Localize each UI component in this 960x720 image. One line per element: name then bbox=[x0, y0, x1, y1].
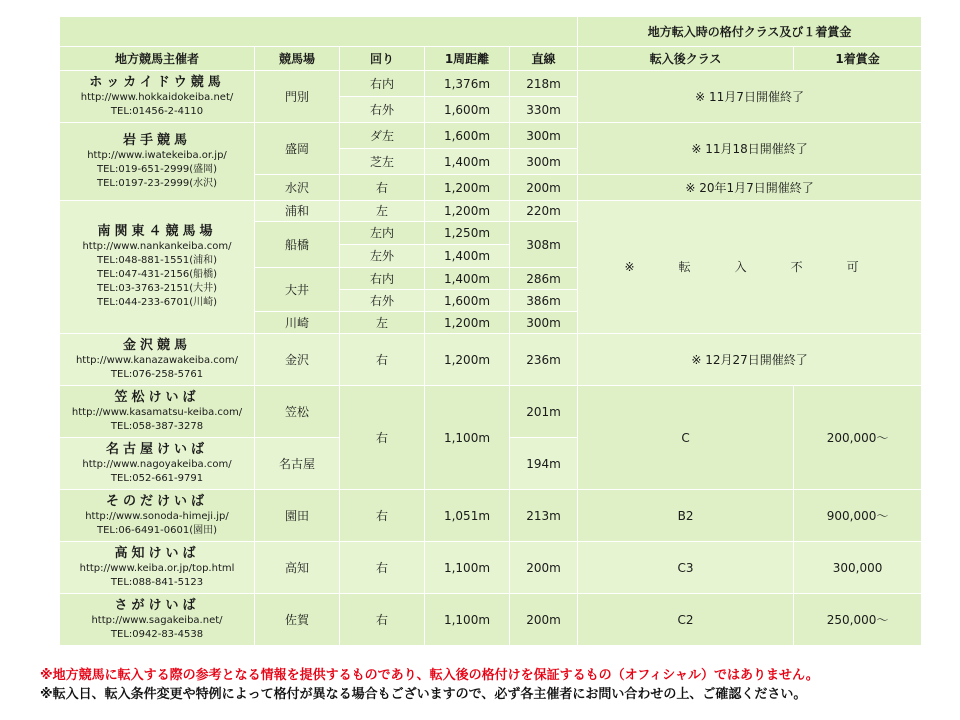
direction-cell: 右外 bbox=[340, 97, 425, 123]
organizer-tel: TEL:048-881-1551(浦和) bbox=[96, 255, 217, 266]
distance-cell: 1,200m bbox=[425, 312, 510, 334]
footnotes bbox=[40, 666, 940, 704]
organizer-tel: TEL:06-6491-0601(園田) bbox=[96, 524, 217, 536]
distance-cell: 1,400m bbox=[425, 245, 510, 268]
organizer-name: 高知けいば bbox=[114, 545, 200, 561]
straight-cell: 200m bbox=[510, 542, 578, 594]
track-saga: 佐賀 bbox=[255, 594, 340, 646]
organizer-kochi bbox=[60, 542, 255, 594]
distance-cell: 1,376m bbox=[425, 71, 510, 97]
straight-cell: 220m bbox=[510, 201, 578, 222]
status-morioka: ※ 11月18日開催終了 bbox=[578, 123, 922, 175]
class-tokai: C bbox=[578, 386, 794, 490]
status-monbetsu: ※ 11月7日開催終了 bbox=[578, 71, 922, 123]
organizer-tel: TEL:044-233-6701(川崎) bbox=[96, 297, 217, 308]
prize-tokai: 200,000～ bbox=[794, 386, 922, 490]
direction-cell: ダ左 bbox=[340, 123, 425, 149]
organizer-name: 岩手競馬 bbox=[122, 132, 191, 148]
straight-cell: 200m bbox=[510, 175, 578, 201]
direction-cell: 右 bbox=[340, 490, 425, 542]
track-monbetsu: 門別 bbox=[255, 71, 340, 123]
track-nagoya: 名古屋 bbox=[255, 438, 340, 490]
straight-cell: 330m bbox=[510, 97, 578, 123]
distance-cell: 1,100m bbox=[425, 542, 510, 594]
organizer-url: http://www.nagoyakeiba.com/ bbox=[82, 458, 232, 470]
keiba-transfer-table bbox=[59, 16, 922, 646]
direction-cell: 右内 bbox=[340, 268, 425, 290]
organizer-minami-kanto bbox=[60, 201, 255, 334]
header-blank bbox=[60, 17, 578, 47]
organizer-url: http://www.iwatekeiba.or.jp/ bbox=[87, 149, 227, 161]
track-oi: 大井 bbox=[255, 268, 340, 312]
direction-cell: 右 bbox=[340, 175, 425, 201]
track-kawasaki: 川崎 bbox=[255, 312, 340, 334]
organizer-tel: TEL:058-387-3278 bbox=[110, 420, 204, 432]
organizer-iwate bbox=[60, 123, 255, 201]
header-track: 競馬場 bbox=[255, 47, 340, 71]
header-distance: 1周距離 bbox=[425, 47, 510, 71]
organizer-url: http://www.sagakeiba.net/ bbox=[91, 614, 223, 626]
direction-cell: 右 bbox=[340, 542, 425, 594]
organizer-name: さがけいば bbox=[114, 597, 200, 613]
prize-sonoda: 900,000～ bbox=[794, 490, 922, 542]
track-morioka: 盛岡 bbox=[255, 123, 340, 175]
status-mizusawa: ※ 20年1月7日開催終了 bbox=[578, 175, 922, 201]
straight-cell: 300m bbox=[510, 123, 578, 149]
straight-cell: 213m bbox=[510, 490, 578, 542]
track-urawa: 浦和 bbox=[255, 201, 340, 222]
distance-cell: 1,051m bbox=[425, 490, 510, 542]
distance-cell: 1,100m bbox=[425, 594, 510, 646]
organizer-kasamatsu bbox=[60, 386, 255, 438]
header-direction: 回り bbox=[340, 47, 425, 71]
distance-cell: 1,200m bbox=[425, 334, 510, 386]
straight-cell: 194m bbox=[510, 438, 578, 490]
distance-cell: 1,200m bbox=[425, 175, 510, 201]
organizer-saga bbox=[60, 594, 255, 646]
organizer-name: ホッカイドウ競馬 bbox=[89, 74, 225, 90]
organizer-nagoya bbox=[60, 438, 255, 490]
organizer-tel: TEL:019-651-2999(盛岡) bbox=[96, 163, 217, 175]
direction-cell: 右 bbox=[340, 334, 425, 386]
direction-cell: 左内 bbox=[340, 222, 425, 245]
track-mizusawa: 水沢 bbox=[255, 175, 340, 201]
straight-cell: 201m bbox=[510, 386, 578, 438]
organizer-name: 笠松けいば bbox=[114, 389, 200, 405]
track-kanazawa: 金沢 bbox=[255, 334, 340, 386]
distance-cell: 1,600m bbox=[425, 97, 510, 123]
organizer-url: http://www.hokkaidokeiba.net/ bbox=[80, 91, 234, 103]
header-straight: 直線 bbox=[510, 47, 578, 71]
organizer-url: http://www.kanazawakeiba.com/ bbox=[75, 354, 239, 366]
organizer-url: http://www.nankankeiba.com/ bbox=[82, 241, 232, 252]
distance-cell: 1,600m bbox=[425, 290, 510, 312]
class-kochi: C3 bbox=[578, 542, 794, 594]
direction-cell: 芝左 bbox=[340, 149, 425, 175]
straight-cell: 218m bbox=[510, 71, 578, 97]
straight-cell: 386m bbox=[510, 290, 578, 312]
direction-cell: 右外 bbox=[340, 290, 425, 312]
distance-cell: 1,250m bbox=[425, 222, 510, 245]
organizer-tel: TEL:088-841-5123 bbox=[110, 576, 204, 588]
distance-cell: 1,400m bbox=[425, 268, 510, 290]
organizer-kanazawa bbox=[60, 334, 255, 386]
organizer-name: 南関東４競馬場 bbox=[97, 224, 217, 239]
track-kasamatsu: 笠松 bbox=[255, 386, 340, 438]
straight-cell: 300m bbox=[510, 149, 578, 175]
header-organizer: 地方競馬主催者 bbox=[60, 47, 255, 71]
direction-cell: 左 bbox=[340, 312, 425, 334]
direction-cell: 右 bbox=[340, 386, 425, 490]
footnote-disclaimer: ※地方競馬に転入する際の参考となる情報を提供するものであり、転入後の格付けを保証するもの（オフィシャル）ではありません。 bbox=[40, 668, 819, 683]
straight-cell: 200m bbox=[510, 594, 578, 646]
organizer-name: 金沢競馬 bbox=[122, 337, 191, 353]
header-group: 地方転入時の格付クラス及び１着賞金 bbox=[578, 17, 922, 47]
organizer-tel: TEL:01456-2-4110 bbox=[110, 105, 204, 117]
straight-cell: 300m bbox=[510, 312, 578, 334]
header-class-after: 転入後クラス bbox=[578, 47, 794, 71]
header-prize: 1着賞金 bbox=[794, 47, 922, 71]
distance-cell: 1,400m bbox=[425, 149, 510, 175]
organizer-url: http://www.keiba.or.jp/top.html bbox=[79, 562, 235, 574]
organizer-tel: TEL:047-431-2156(船橋) bbox=[96, 269, 217, 280]
straight-cell: 308m bbox=[510, 222, 578, 268]
organizer-sonoda bbox=[60, 490, 255, 542]
organizer-tel: TEL:03-3763-2151(大井) bbox=[96, 283, 217, 294]
organizer-tel: TEL:0197-23-2999(水沢) bbox=[96, 177, 217, 189]
organizer-tel: TEL:0942-83-4538 bbox=[110, 628, 204, 640]
organizer-name: 名古屋けいば bbox=[105, 441, 208, 457]
straight-cell: 286m bbox=[510, 268, 578, 290]
direction-cell: 左外 bbox=[340, 245, 425, 268]
track-funabashi: 船橋 bbox=[255, 222, 340, 268]
track-sonoda: 園田 bbox=[255, 490, 340, 542]
direction-cell: 右内 bbox=[340, 71, 425, 97]
direction-cell: 左 bbox=[340, 201, 425, 222]
status-minami-kanto: ※ 転 入 不 可 bbox=[578, 201, 922, 334]
track-kochi: 高知 bbox=[255, 542, 340, 594]
status-kanazawa: ※ 12月27日開催終了 bbox=[578, 334, 922, 386]
organizer-url: http://www.kasamatsu-keiba.com/ bbox=[71, 406, 243, 418]
prize-saga: 250,000～ bbox=[794, 594, 922, 646]
class-sonoda: B2 bbox=[578, 490, 794, 542]
organizer-tel: TEL:052-661-9791 bbox=[110, 472, 204, 484]
distance-cell: 1,100m bbox=[425, 386, 510, 490]
direction-cell: 右 bbox=[340, 594, 425, 646]
class-saga: C2 bbox=[578, 594, 794, 646]
distance-cell: 1,200m bbox=[425, 201, 510, 222]
organizer-tel: TEL:076-258-5761 bbox=[110, 368, 204, 380]
organizer-name: そのだけいば bbox=[105, 493, 208, 509]
organizer-url: http://www.sonoda-himeji.jp/ bbox=[85, 510, 229, 522]
straight-cell: 236m bbox=[510, 334, 578, 386]
footnote-contact: ※転入日、転入条件変更や特例によって格付が異なる場合もございますので、必ず各主催者にお問い合わせの上、ご確認ください。 bbox=[40, 687, 807, 702]
distance-cell: 1,600m bbox=[425, 123, 510, 149]
prize-kochi: 300,000 bbox=[794, 542, 922, 594]
organizer-hokkaido bbox=[60, 71, 255, 123]
